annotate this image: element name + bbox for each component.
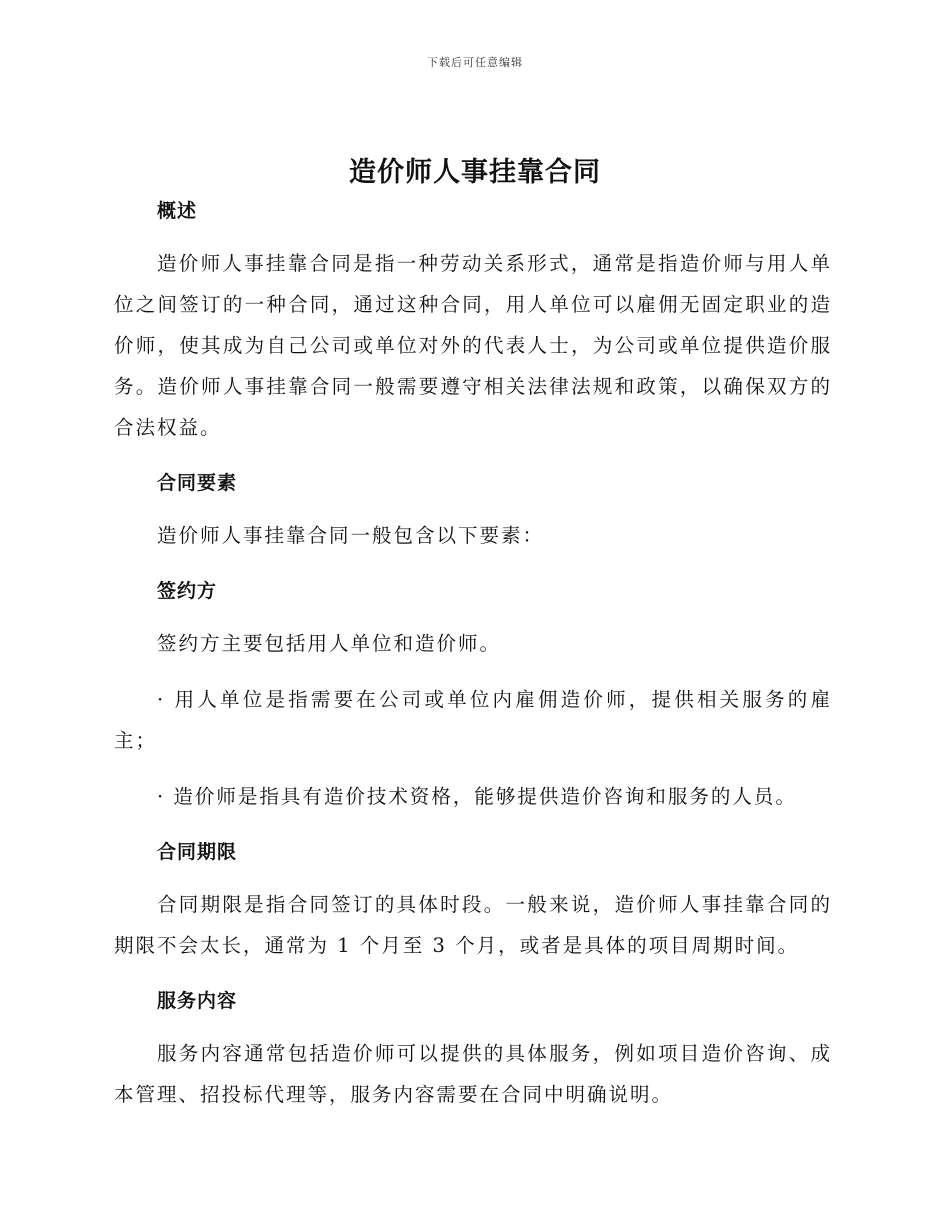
section-heading-overview: 概述 <box>157 200 198 222</box>
section-heading-elements: 合同要素 <box>157 472 238 494</box>
term-paragraph: 合同期限是指合同签订的具体时段。一般来说，造价师人事挂靠合同的期限不会太长，通常为 1 个月至 3 个月，或者是具体的项目周期时间。 <box>114 893 832 957</box>
header-note: 下载后可任意编辑 <box>427 56 523 69</box>
services-paragraph: 服务内容通常包括造价师可以提供的具体服务，例如项目造价咨询、成本管理、招投标代理等，服务内容需要在合同中明确说明。 <box>114 1042 832 1106</box>
parties-paragraph: 签约方主要包括用人单位和造价师。 <box>157 632 502 655</box>
overview-paragraph: 造价师人事挂靠合同是指一种劳动关系形式，通常是指造价师与用人单位之间签订的一种合同，通过这种合同，用人单位可以雇佣无固定职业的造价师，使其成为自己公司或单位对外的代表人士，为公司或单位提供造价服务。造价师人事挂靠合同一般需要遵守相关法律法规和政策，以确保双方的合法权益。 <box>114 252 832 439</box>
section-heading-services: 服务内容 <box>157 990 238 1012</box>
parties-bullet-employer: · 用人单位是指需要在公司或单位内雇佣造价师，提供相关服务的雇主； <box>114 688 832 752</box>
section-heading-parties: 签约方 <box>157 580 218 602</box>
document-body <box>114 194 832 1115</box>
parties-bullet-cost-engineer: · 造价师是指具有造价技术资格，能够提供造价咨询和服务的人员。 <box>157 785 797 808</box>
section-heading-term: 合同期限 <box>157 841 238 863</box>
document-title: 造价师人事挂靠合同 <box>349 157 601 188</box>
elements-paragraph: 造价师人事挂靠合同一般包含以下要素： <box>157 524 545 547</box>
